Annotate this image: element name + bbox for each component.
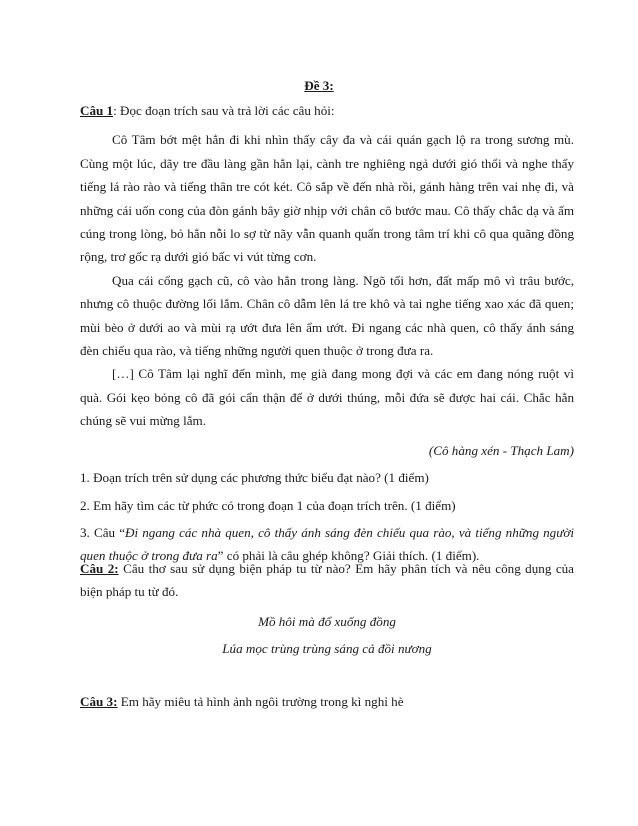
verse-line-1: Mồ hôi mà đổ xuống đồng <box>258 613 396 629</box>
question-3-prompt <box>80 690 574 713</box>
question-1-instruction: : Đọc đoạn trích sau và trả lời các câu hỏi: <box>113 103 335 118</box>
question-3-instruction: Em hãy miêu tả hình ảnh ngôi trường trong kì nghỉ hè <box>117 694 404 709</box>
question-1-item-1: 1. Đoạn trích trên sử dụng các phương thức biểu đạt nào? (1 điểm) <box>80 470 429 486</box>
question-2 <box>80 557 574 661</box>
question-1 <box>80 99 574 568</box>
item-3-quote: Đi ngang các nhà quen, cô thấy ánh sáng đèn chiếu qua rào, và tiếng những người quen thuộc ở trong đưa ra <box>80 524 574 564</box>
exam-title: Đề 3: <box>304 78 334 93</box>
excerpt-source: (Cô hàng xén - Thạch Lam) <box>428 442 574 458</box>
item-3-suffix: ” có phải là câu ghép không? Giải thích. (1 điểm). <box>217 548 480 564</box>
question-2-prompt <box>80 557 574 604</box>
verse-line-2: Lúa mọc trùng trùng sáng cả đồi nương <box>222 641 432 657</box>
question-1-label: Câu 1 <box>80 103 114 118</box>
question-2-instruction: Câu thơ sau sử dụng biện pháp tu từ nào? Em hãy phân tích và nêu công dụng của biện pháp tu từ đó. <box>80 561 574 600</box>
question-1-item-2: 2. Em hãy tìm các từ phức có trong đoạn 1 của đoạn trích trên. (1 điểm) <box>80 497 456 513</box>
item-3-prefix: 3. Câu “ <box>80 524 126 540</box>
excerpt-paragraph-2: Qua cái cổng gạch cũ, cô vào hẳn trong làng. Ngõ tối hơn, đất mấp mô vì trâu bước, nhưng cô thuộc đường lối lắm. Chân cô dẫm lên lá tre khô và tai nghe tiếng xao xác đã quen; mùi bèo ở dưới ao và mùi rạ ướt đưa lên ẩm ướt. Đi ngang các nhà quen, cô thấy ánh sáng đèn chiếu qua rào, và tiếng những người quen thuộc ở trong đưa ra. <box>80 272 574 359</box>
question-2-label: Câu 2: <box>80 561 119 576</box>
question-1-prompt <box>80 99 574 122</box>
excerpt-paragraph-3: […] Cô Tâm lại nghĩ đến mình, mẹ già đang mong đợi và các em đang nóng ruột vì quà. Gói kẹo bỏng cô đã gói cẩn thận để ở dưới thúng, mỗi đứa sẽ được hai cái. Chắc hẳn chúng sẽ vui mừng lắm. <box>80 366 574 429</box>
excerpt-paragraph-1: Cô Tâm bớt mệt hẳn đi khi nhìn thấy cây đa và cái quán gạch lộ ra trong sương mù. Cùng một lúc, dãy tre đầu làng gần hẳn lại, cành tre nghiêng ngả dưới gió thổi và nghe thấy tiếng lá rào rào và tiếng thân tre cót két. Cô sắp về đến nhà rồi, gánh hàng trên vai nhẹ đi, và những cái uốn cong của đòn gánh bây giờ nhịp với chân cô bước mau. Cô thấy chắc dạ và ấm cúng trong lòng, bỏ hẳn nỗi lo sợ từ nãy vẫn quanh quẩn trong tâm trí khi cô qua quãng đồng rộng, trơ gốc rạ dưới gió bấc vi vút từng cơn. <box>80 132 574 265</box>
question-3-label: Câu 3: <box>80 694 118 709</box>
question-3 <box>80 690 574 713</box>
